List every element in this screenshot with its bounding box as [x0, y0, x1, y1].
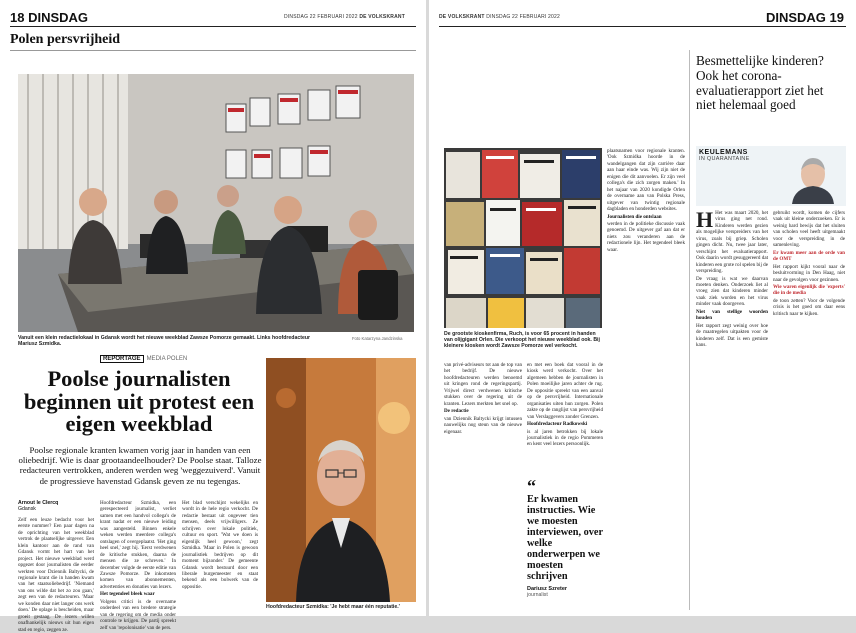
- byline: Arnout le Clercq Gdansk: [18, 500, 59, 513]
- portrait-caption: Hoofdredacteur Szmidka: 'Je hebt maar één reputatie.': [266, 604, 400, 610]
- left-running-meta: DINSDAG 22 FEBRUARI 2022 DE VOLKSKRANT: [284, 14, 405, 20]
- article-kicker: REPORTAGE MEDIA POLEN: [100, 356, 187, 362]
- article-col-1: Arnout le Clercq Gdansk Zelf een leuze bedacht voor het eerste nummer? Een paar dagen na de oprichting van het weekblad vertrok de plaatselijke uitgever. Een klein kantoor aan de rand van Gdansk vormt het hart van het project. Het nieuwe weekblad werd opgezet door journalisten die eerder werkten voor Dziennik Baltycki, de regionale krant die in handen kwam van het staatsoliebedrijf. 'Niemand van ons wilde dat het zo zou gaan,' zegt een van de redacteuren. 'Maar we konden daar niet langer ons werk doen.' De oplage is bescheiden, maar groeit gestaag. De lezers willen onafhankelijk nieuws uit hun eigen stad en regio, zeggen ze.: [18, 500, 94, 633]
- pull-quote: [527, 476, 605, 598]
- columnist-avatar: [790, 154, 836, 204]
- opinion-headline: Besmettelijke kinderen? Ook het corona-evaluatierapport ziet het niet helemaal goed: [696, 53, 824, 113]
- left-running-head: [0, 10, 426, 26]
- main-photo-credit: Foto Katarzyna Jandzinska: [352, 336, 403, 341]
- section-title: Polen persvrijheid: [10, 32, 121, 47]
- right-page: [429, 0, 856, 616]
- opinion-col-1: H Het was maart 2020, het virus ging net rond. Kinderen werden gezien als mogelijke verspreiders van het virus, zoals bij griep. Scholen gingen dicht. Nu, twee jaar later, verschijnt het evaluatierapport. Ook daarin wordt gesuggereerd dat kinderen een grote rol spelen bij de verspreiding. De vraag is wat we daarvan moeten denken. Onderzoek liet al vroeg zien dat kinderen minder vaak ziek worden en het virus minder vaak doorgeven. Niet van stellige woorden houden Het rapport zegt weinig over hoe de maatregelen uitpakten voor de kinderen zelf. Dat is een gemiste kans.: [696, 207, 768, 349]
- opinion-col-2: gebruikt wordt, komen de cijfers vaak uit kleine onderzoeken. Er is weinig hard bewijs dat het sluiten van scholen veel heeft uitgemaakt voor de verspreiding in de samenleving. Er kwam meer aan de orde van de OMT Het rapport kijkt vooral naar de besluitvorming in Den Haag, niet naar de gevolgen voor gezinnen. Wie waren eigenlijk die 'experts' die in de media de toon zetten? Voor de volgende crisis is het goed om daar eens kritisch naar te kijken.: [773, 210, 845, 317]
- left-page-number: 18 DINSDAG: [10, 10, 89, 25]
- left-section-rule: [10, 50, 416, 51]
- article-col-2: Hoofdredacteur Szmidka, een gerespecteerd journalist, verliet samen met een handvol collega's de krant nadat er een nieuwe leiding was aangesteld. Binnen enkele weken werden meerdere collega's ontslagen of overgeplaatst. 'Het ging heel snel,' zegt hij. 'Eerst verdwenen de kritische stukken, daarna de mensen die ze schreven.' In december volgde de eerste editie van Zawsze Pomorze. De inkomsten komen van abonnementen, advertenties en donaties van lezers. Het tegendeel bleek waar Volgens critici is de overname onderdeel van een bredere strategie van de regering om de media onder controle te krijgen. De partij spreekt zelf van 'repolonisatie' van de pers.: [100, 500, 176, 631]
- article-col-3: Het blad verschijnt wekelijks en wordt in de hele regio verkocht. De redactie bestaat uit ongeveer tien mensen, deels vrijwilligers. Ze schrijven over lokale politiek, cultuur en sport. 'Wat we doen is eigenlijk heel gewoon,' zegt Szmidka. 'Maar in Polen is gewoon journalistiek bedrijven op dit moment bijzonder.' De gemeente Gdansk wordt bestuurd door een liberale burgemeester en staat bekend als een bolwerk van de oppositie.: [182, 500, 258, 590]
- article-col-5: van privé-adviseurs tot aan de top van het bedrijf. De nieuwe hoofdredacteuren werden benoemd uit kringen rond de regeringspartij. Vrijwel direct verdwenen kritische stukken over de regering uit de kranten. Lezers merkten het snel op. De redactie van Dziennik Baltycki krijgt intussen nauwelijks nog steun van de nieuwe eigenaar.: [444, 362, 522, 435]
- pull-quote-text: Er kwamen instructies. Wie we moesten interviewen, over welke onderwerpen we moesten schrijven: [527, 494, 603, 582]
- pull-quote-role: journalist: [527, 592, 548, 598]
- pull-quote-author: Dariusz Szreter: [527, 586, 568, 592]
- right-page-number: DINSDAG 19: [765, 10, 844, 25]
- article-col-6: en met een boek dat vooral in de kiosk werd verkocht. Over het algemeen hebben de journalisten in Polen moeilijke jaren achter de rug. De oppositie spreekt van een aanval op de persvrijheid. Internationale organisaties uiten hun zorgen. Polen zakte op de ranglijst van persvrijheid van Verslaggevers zonder Grenzen. Hoofdredacteur Radkowski is al jaren betrokken bij lokale journalistiek in de regio Pommeren en kent veel lezers persoonlijk.: [527, 362, 603, 448]
- right-running-head: [429, 10, 856, 26]
- columnist-box: [696, 146, 846, 206]
- article-intro: Poolse regionale kranten kwamen vorig jaar in handen van een oliebedrijf. Wie is daar grootaandeelhouder? De Poolse staat. Talloze redacteuren vertrokken, anderen werden weg 'weggezuiverd'. Vanuit de progressieve havenstad Gdansk geven ze nu tegengas.: [18, 445, 262, 486]
- column-divider: [689, 50, 690, 610]
- right-running-meta: DE VOLKSKRANT DINSDAG 22 FEBRUARI 2022: [439, 14, 560, 20]
- article-col-4: plaatsnamen voor regionale kranten. 'Ook Szmidka hoorde in de wandelgangen dat zijn carrière daar aan haar einde was. Wij zijn niet de enigen die dit aanvoelen. Er zijn veel collega's die zich zorgen maken.' In het najaar van 2020 kondigde Orlen de overname aan van Polska Press, uitgever van twintig regionale dagbladen en honderden websites. Journalisten die ontslaan werden in de politieke discussie vaak genoemd. De uitgever gaf aan dat er niets zou veranderen aan de redactionele lijn. Het tegendeel bleek waar.: [607, 148, 685, 253]
- portrait-photo: [266, 358, 416, 602]
- article-headline: Poolse journalisten beginnen uit protest een eigen weekblad: [23, 366, 255, 436]
- columnist-topic: IN QUARANTAINE: [699, 156, 750, 162]
- left-page: [0, 0, 426, 633]
- left-top-rule: [10, 26, 416, 27]
- main-photo-caption: Vanuit een klein redactielokaal in Gdansk wordt het nieuwe weekblad Zawsze Pomorze gemaakt. Links hoofdredacteur Mariusz Szmidka.: [18, 335, 311, 348]
- newsstand-caption: De grootste kioskenfirma, Ruch, is voor 65 procent in handen van olijgigant Orlen. Die verkoopt het nieuwe weekblad ook. Bij kleinere kiosken wordt Zawsze Pomorze wel verkocht.: [444, 331, 600, 350]
- right-top-rule: [439, 26, 846, 27]
- newsstand-photo: [444, 148, 602, 328]
- columnist-name: KEULEMANS: [699, 149, 748, 156]
- newsroom-photo: [18, 74, 414, 332]
- quote-mark: “: [527, 476, 536, 496]
